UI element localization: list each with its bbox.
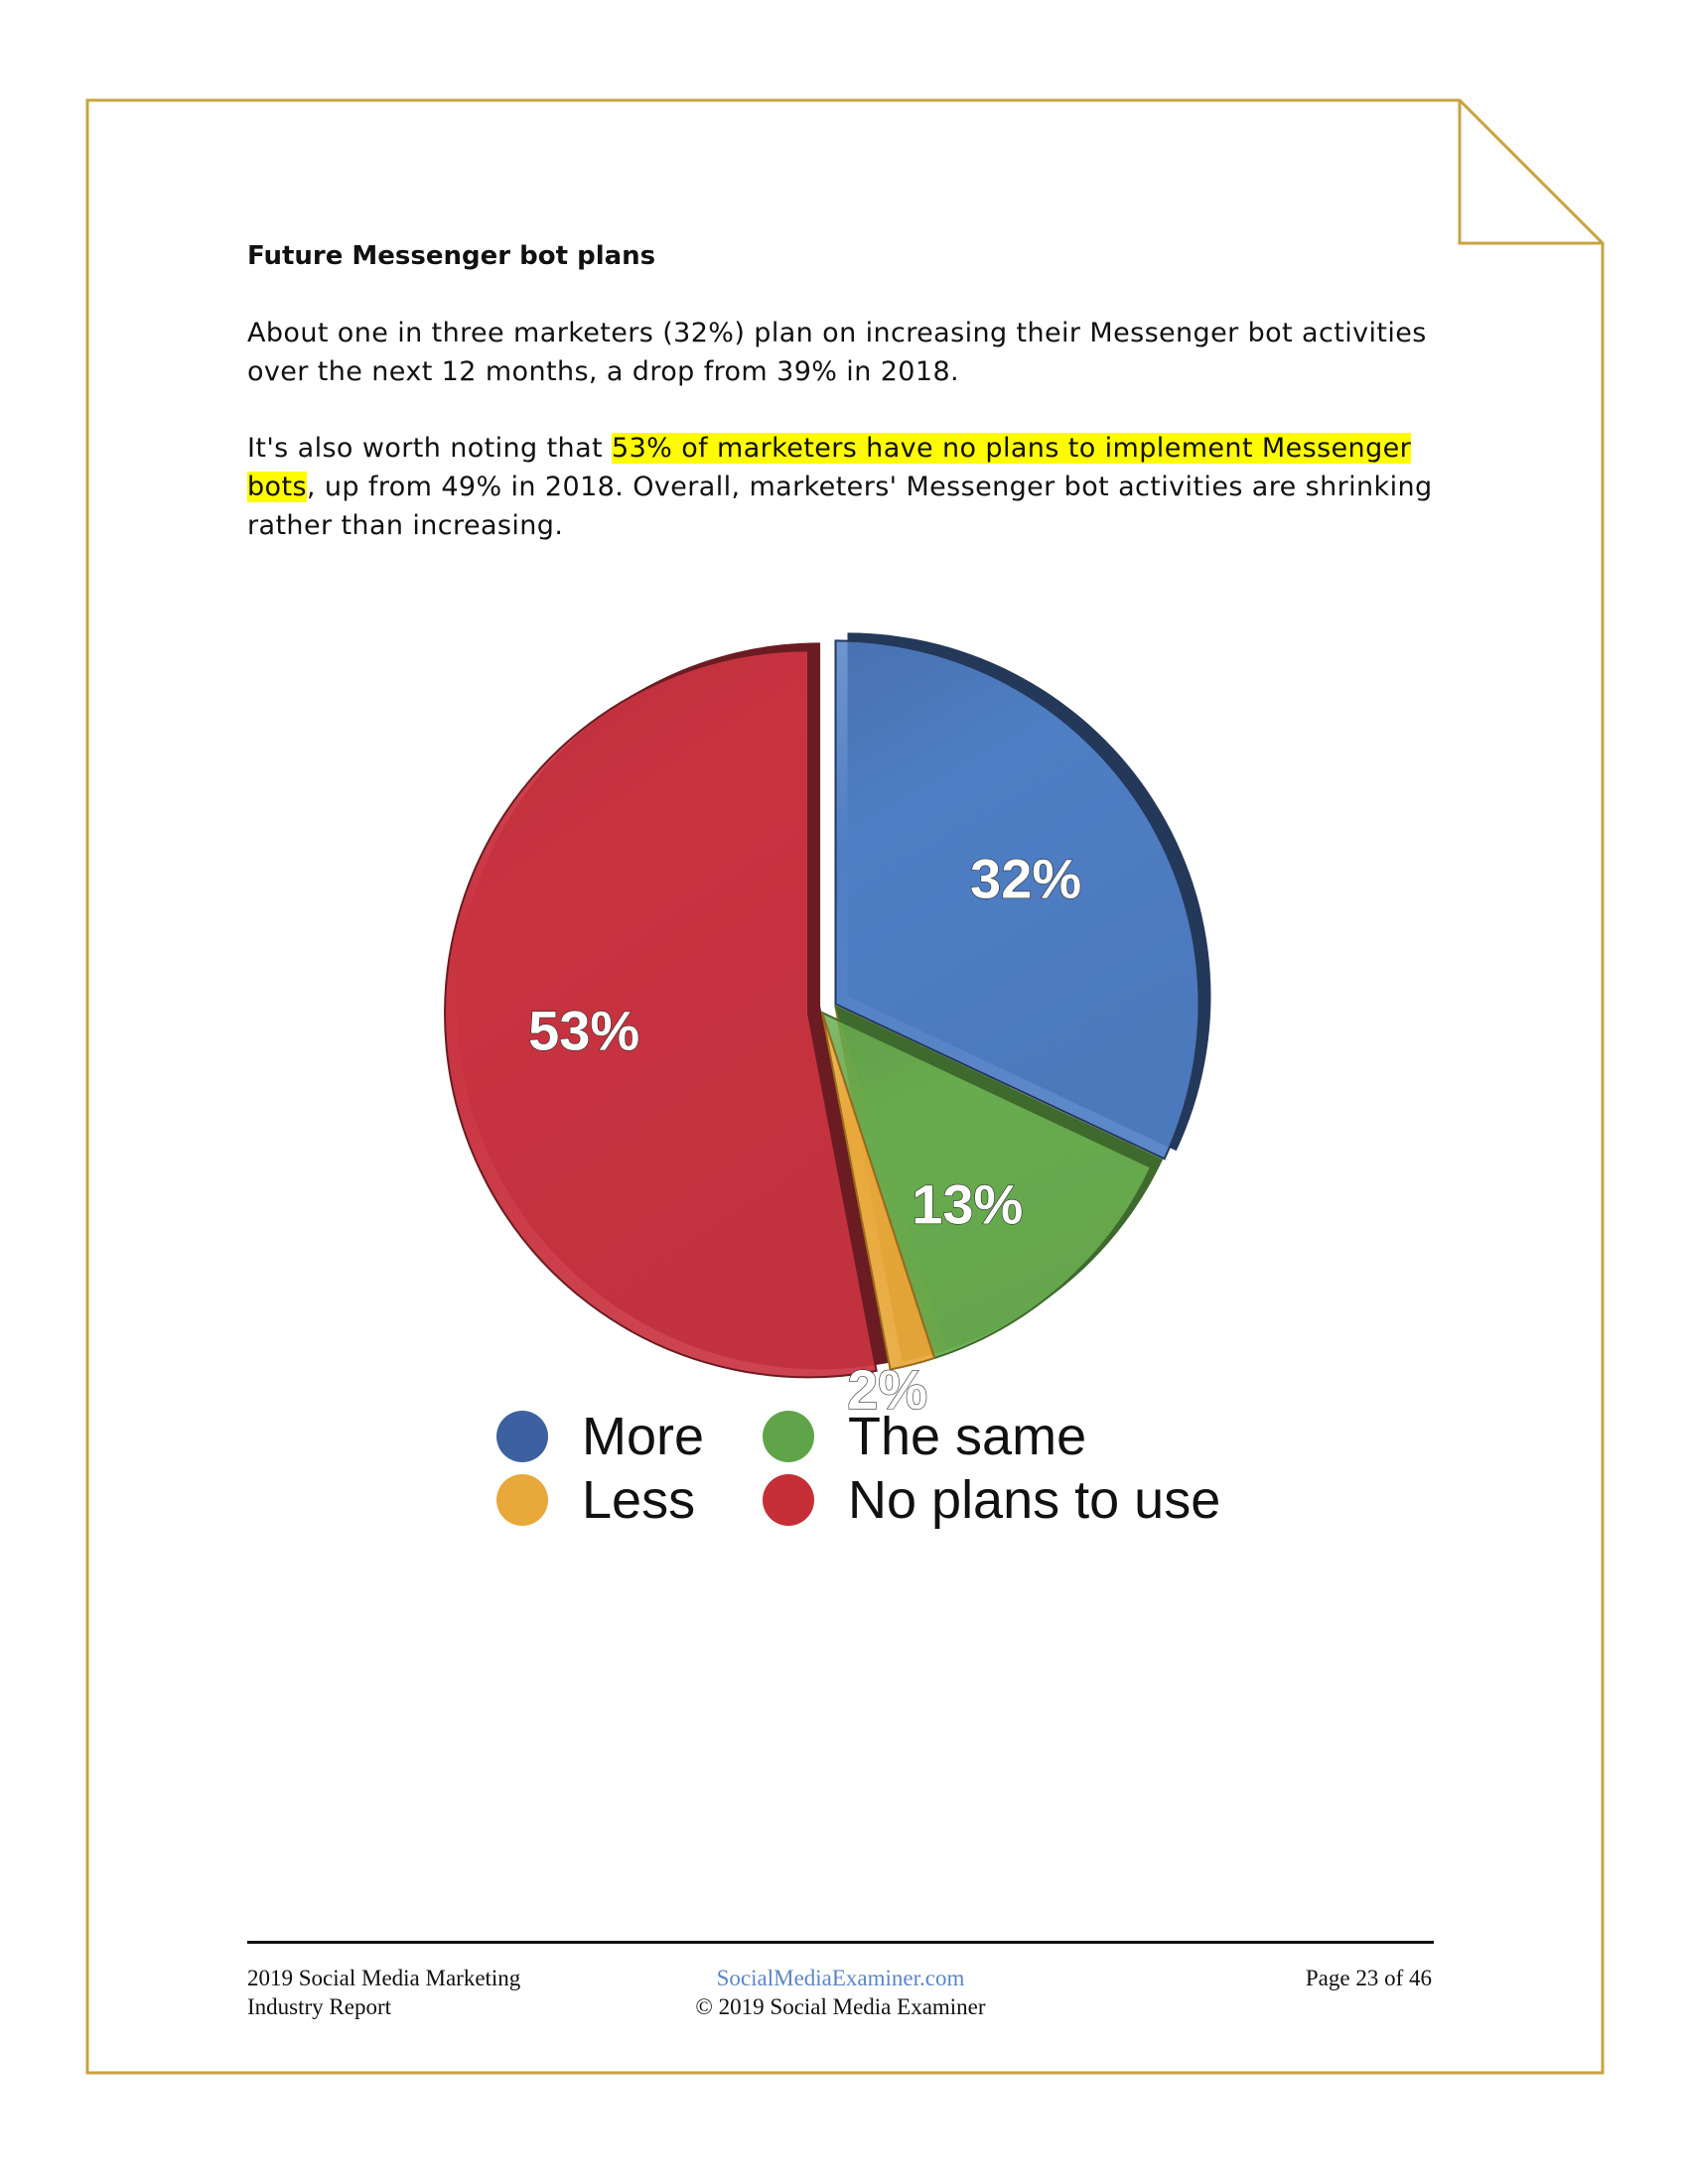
slice-more-label: 32% [970, 847, 1082, 910]
legend-item-no-plans [763, 1471, 1219, 1529]
legend-swatch-the-same [763, 1411, 814, 1462]
legend-label-the-same: The same [848, 1407, 1087, 1466]
pie-chart-svg [437, 596, 1251, 1421]
footer-page-number: Page 23 of 46 [1305, 1966, 1432, 1990]
legend-label-no-plans: No plans to use [848, 1470, 1221, 1530]
section-heading: Future Messenger bot plans [247, 241, 656, 271]
legend-label-less: Less [582, 1470, 696, 1530]
paragraph-two-start: It's also worth noting that [247, 433, 612, 465]
legend-item-less [496, 1471, 763, 1529]
footer-center [247, 1964, 1434, 2021]
legend-swatch-less [496, 1474, 548, 1526]
legend-item-the-same [763, 1408, 1219, 1465]
slice-the-same-label: 13% [912, 1172, 1024, 1236]
page-content [247, 238, 1439, 583]
footer-report-line-1: 2019 Social Media Marketing [247, 1966, 521, 1990]
legend-swatch-more [496, 1411, 548, 1462]
pie-chart [437, 596, 1251, 1421]
footer-website-link[interactable]: SocialMediaExaminer.com [716, 1966, 965, 1990]
footer-copyright: © 2019 Social Media Examiner [695, 1994, 986, 2019]
paragraph-two-end: , up from 49% in 2018. Overall, marketers' Messenger bot activities are shrinking rather than increasing. [247, 472, 1433, 542]
footer-report-line-2: Industry Report [247, 1994, 392, 2019]
legend-swatch-no-plans [763, 1474, 814, 1526]
footer-divider [247, 1941, 1434, 1944]
slice-no-plans-label: 53% [528, 999, 640, 1062]
chart-legend [496, 1408, 1291, 1529]
legend-item-more [496, 1408, 763, 1465]
paragraph-one: About one in three marketers (32%) plan on increasing their Messenger bot activities over the next 12 months, a drop from 39% in 2018. [247, 318, 1427, 388]
highlighted-statistic: 53% of marketers have no plans to implement Messenger bots [247, 433, 1412, 503]
legend-label-more: More [582, 1407, 705, 1466]
slice-less-label: 2% [847, 1357, 928, 1421]
paragraph-two [247, 429, 1439, 545]
